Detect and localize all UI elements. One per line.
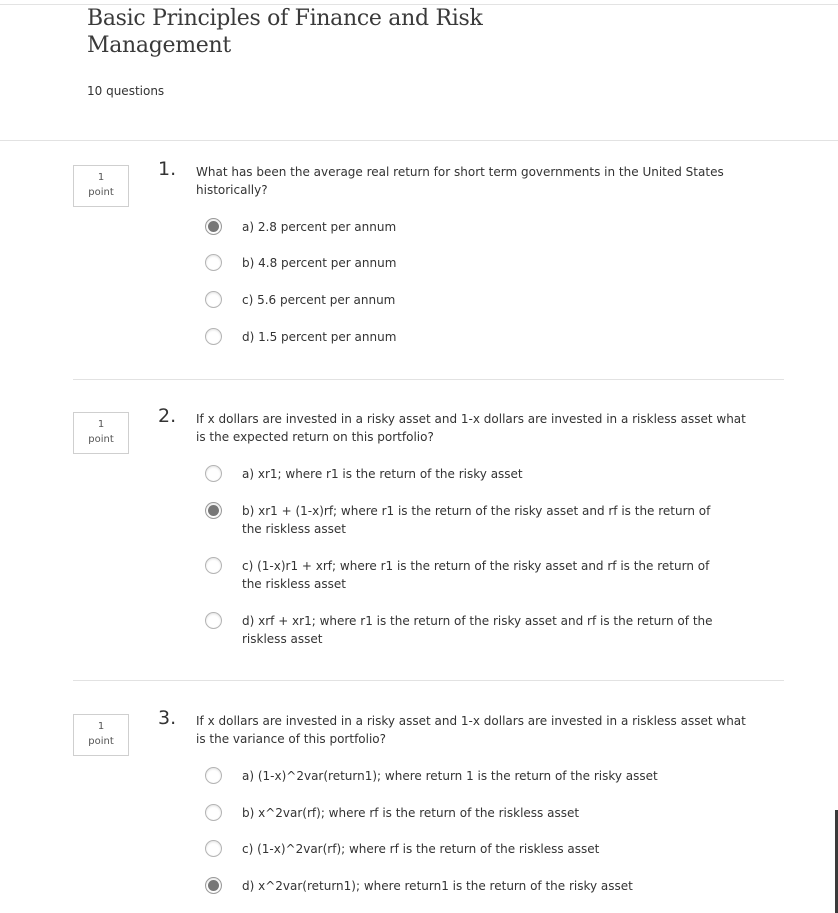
question-divider [73,379,784,380]
question-text: What has been the average real return for short term governments in the United States historically? [196,165,724,197]
radio-button[interactable] [205,877,222,894]
radio-button[interactable] [205,612,222,629]
option-label: c) 5.6 percent per annum [242,293,396,307]
quiz-header [87,5,687,59]
points-value: 1 [97,172,105,183]
radio-button[interactable] [205,804,222,821]
radio-button[interactable] [205,465,222,482]
option-label: b) x^2var(rf); where rf is the return of the riskless asset [242,806,580,820]
radio-button[interactable] [205,840,222,857]
option-label: d) x^2var(return1); where return1 is the return of the risky asset [242,879,633,893]
points-value: 1 [97,419,105,430]
radio-button[interactable] [205,767,222,784]
question-count: 10 questions [87,84,165,98]
radio-button[interactable] [205,291,222,308]
radio-button[interactable] [205,254,222,271]
radio-button[interactable] [205,328,222,345]
points-badge [73,412,129,454]
option-label: a) (1-x)^2var(return1); where return 1 is the return of the risky asset [242,769,658,783]
option-label: c) (1-x)^2var(rf); where rf is the return of the riskless asset [242,842,600,856]
question-number: 2. [158,405,177,427]
radio-button[interactable] [205,218,222,235]
option-label: a) xr1; where r1 is the return of the risky asset [242,467,523,481]
question-number: 3. [158,707,177,729]
question-number: 1. [158,158,177,180]
radio-button[interactable] [205,557,222,574]
points-badge [73,165,129,207]
option-label: b) 4.8 percent per annum [242,256,397,270]
option-label: b) xr1 + (1-x)rf; where r1 is the return of the risky asset and rf is the return of the riskless asset [242,504,711,536]
radio-button[interactable] [205,502,222,519]
quiz-title-line-2: Management [87,33,231,58]
question-text: If x dollars are invested in a risky asset and 1-x dollars are invested in a riskless asset what is the expected return on this portfolio? [196,412,746,444]
option-label: c) (1-x)r1 + xrf; where r1 is the return of the risky asset and rf is the return of the riskless asset [242,559,710,591]
points-unit: point [88,434,114,445]
question-divider [73,680,784,681]
option-label: d) 1.5 percent per annum [242,330,397,344]
points-unit: point [88,187,114,198]
points-badge [73,714,129,756]
header-divider [0,140,838,141]
option-label: d) xrf + xr1; where r1 is the return of the risky asset and rf is the return of the riskless asset [242,614,713,646]
quiz-title [87,5,687,59]
option-label: a) 2.8 percent per annum [242,220,397,234]
points-value: 1 [97,721,105,732]
question-text: If x dollars are invested in a risky asset and 1-x dollars are invested in a riskless asset what is the variance of this portfolio? [196,714,746,746]
quiz-title-line-1: Basic Principles of Finance and Risk [87,6,483,31]
points-unit: point [88,736,114,747]
